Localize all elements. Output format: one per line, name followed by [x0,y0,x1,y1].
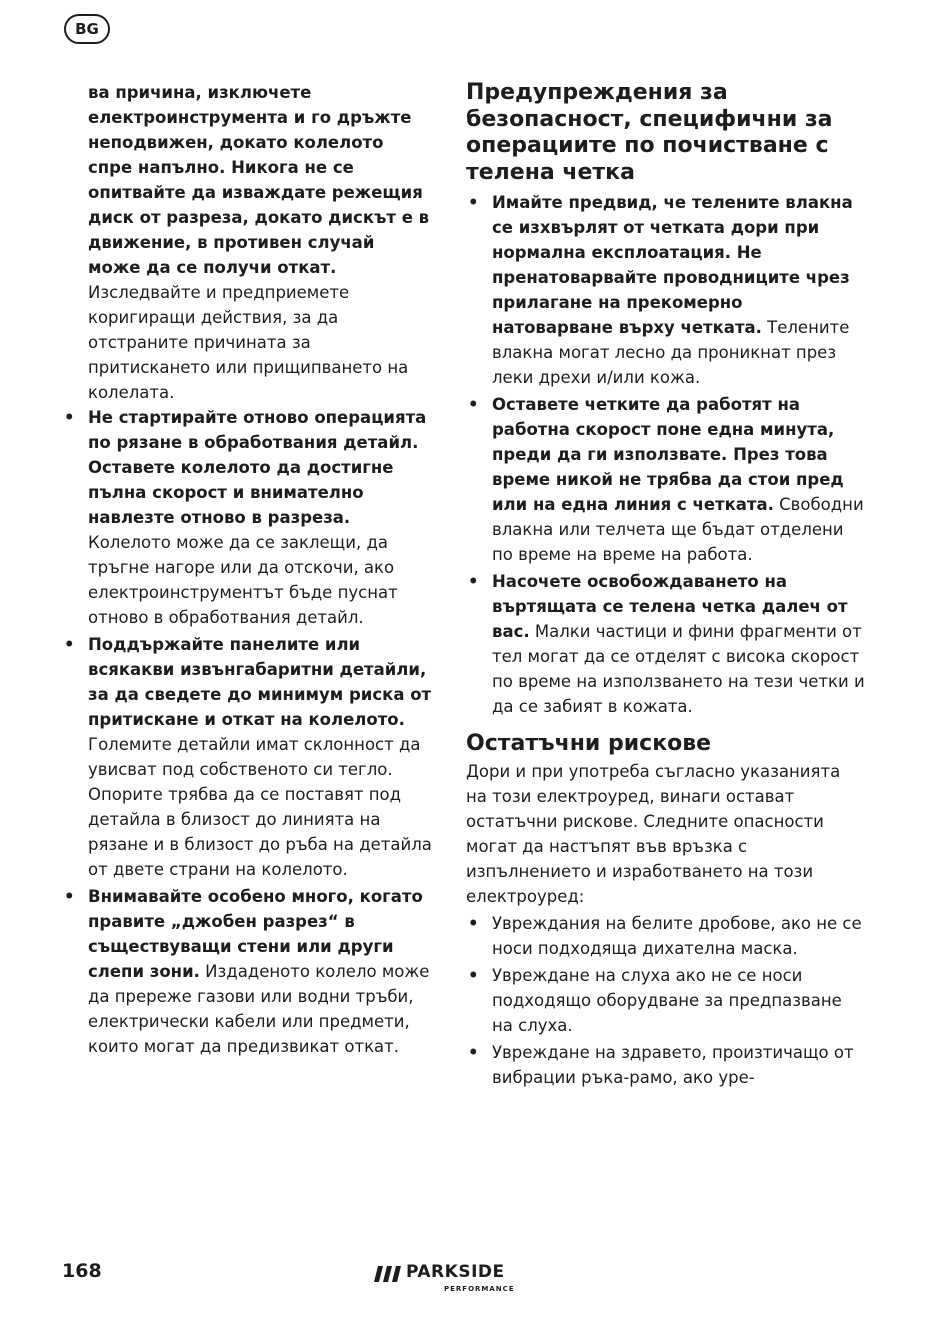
brand-name: PARKSIDE [406,1262,505,1282]
list-item-bold: Насочете освобождаването на въртящата се телена четка далеч от вас. [492,572,848,641]
list-item [466,569,866,719]
bullet: • [64,635,75,654]
bullet: • [64,408,75,427]
right-column [466,80,866,1092]
left-column [62,80,432,1061]
risk-item-text: Увреждане на слуха ако не се носи подходящо оборудване за предпазване на слуха. [492,965,842,1035]
list-item [466,392,866,567]
list-item-text: Колелото може да се заклещи, да тръгне нагоре или да отскочи, ако електроинструментът бъде пуснат отново в обработвания детайл. [88,533,398,627]
list-item [466,190,866,390]
residual-risks-intro: Дори и при употреба съгласно указанията на този електроуред, винаги остават остатъчни рискове. Следните опасности могат да настъпят във връзка с изпълнението и изработването на този електроуред: [466,761,841,906]
continued-paragraph-bold: ва причина, изключете електроинструмента и го дръжте неподвижен, докато колелото спре напълно. Никога не се опитвайте да изваждате режещия диск от разреза, докато дискът е в движение, в противен случай може да се получи откат. [88,83,430,277]
continued-paragraph-text: Изследвайте и предприемете коригиращи действия, за да отстраните причината за притискането или прищипването на колелата. [88,283,409,402]
section-heading-residual-risks: Остатъчни рискове [466,731,712,756]
list-item-bold: Не стартирайте отново операцията по рязане в обработвания детайл. Оставете колелото да достигне пълна скорост и внимателно навлезте отново в разреза. [88,408,427,527]
parkside-logo [374,1262,534,1302]
section-heading-wire-brush: Предупреждения за безопасност, специфични за операциите по почистване с телена четка [466,80,833,185]
list-item-text: Издаденото колело може да пререже газови или водни тръби, електрически кабели или предмети, които могат да предизвикат откат. [88,962,430,1056]
bullet: • [468,965,479,985]
risk-item-text: Увреждане на здравето, произтичащо от вибрации ръка-рамо, ако уре- [492,1042,854,1087]
brand-subtitle: PERFORMANCE [444,1285,515,1293]
bullet: • [468,193,479,212]
continued-paragraph [62,80,432,405]
risk-item-text: Увреждания на белите дробове, ако не се носи подходяща дихателна маска. [492,913,862,958]
list-item-bold: Оставете четките да работят на работна скорост поне една минута, преди да ги използвате. През това време никой не трябва да стои пред или на една линия с четката. [492,395,844,514]
list-item [62,632,432,882]
list-item [62,405,432,630]
bullet: • [64,887,75,906]
bullet: • [468,395,479,414]
list-item-bold: Имайте предвид, че телените влакна се изхвърлят от четката дори при нормална експлоатация. Не пренатоварвайте проводниците чрез прилагане на прекомерно натоварване върху четката. [492,193,853,337]
list-item-text: Свободни влакна или телчета ще бъдат отделени по време на време на работа. [492,495,864,564]
list-item-text: Телените влакна могат лесно да проникнат през леки дрехи и/или кожа. [492,318,850,387]
bullet: • [468,572,479,591]
bullet: • [468,1042,479,1062]
risk-item [466,911,866,961]
list-item-bold: Поддържайте панелите или всякакви извънгабаритни детайли, за да сведете до минимум риска от притискане и откат на колелото. [88,635,432,729]
risk-item [466,963,866,1038]
bullet: • [468,913,479,933]
page-number: 168 [62,1260,102,1282]
list-item-text: Малки частици и фини фрагменти от тел могат да се отделят с висока скорост по време на използването на тези четки и да се забият в кожата. [492,622,865,716]
list-item [62,884,432,1059]
risk-item [466,1040,866,1090]
logo-stripes-icon [374,1266,402,1282]
list-item-text: Големите детайли имат склонност да увисват под собственото си тегло. Опорите трябва да се поставят под детайла в близост до линията на рязане и в близост до ръба на детайла от двете страни на колелото. [88,735,432,879]
language-badge: BG [64,14,110,44]
list-item-bold: Внимавайте особено много, когато правите „джобен разрез“ в съществуващи стени или други слепи зони. [88,887,423,981]
